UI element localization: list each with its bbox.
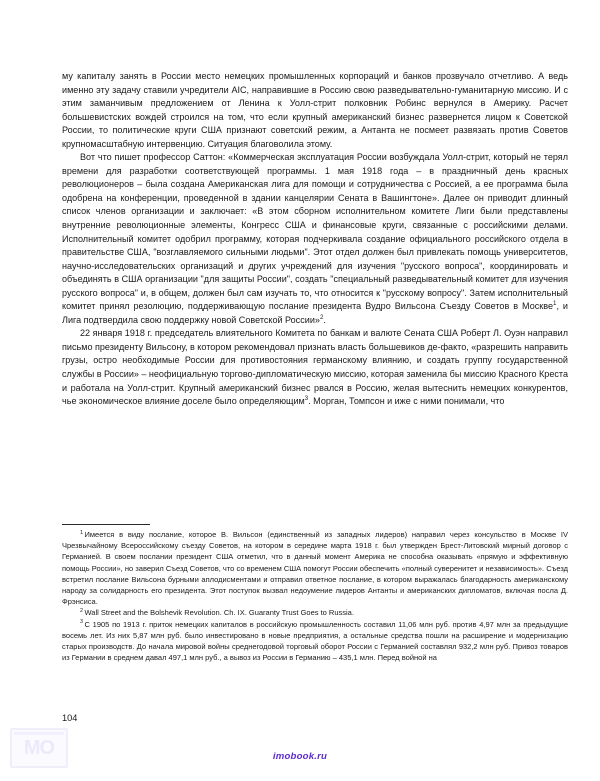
footnote-ref-3[interactable]: 3 [304, 395, 309, 403]
paragraph-text: 22 января 1918 г. председатель влиятельного Комитета по банкам и валюте Сената США Роберт Л. Оуэн направил письмо президенту Вильсону, в котором рекомендовал признать власть большевиков де-факто, «разрешить направить грузы, остро необходимые России для противостояния германскому влиянию, и создать группу государственной службы в России» – неофициальную торгово-дипломатическую миссию, которая заменила бы миссию Красного Креста и работала на Уолл-стрит. Крупный американский бизнес рвался в Россию, желая вытеснить немецких конкурентов, чье экономическое влияние доселе было определяющим [62, 328, 568, 407]
paragraph-text-after-ref-1: , и Лига подтвердила свою поддержку новой Советской России» [62, 301, 568, 325]
paragraph-owen [62, 327, 568, 408]
footnote-text: Имеется в виду послание, которое В. Вильсон (единственный из западных лидеров) направил через консульство в Москве IV Чрезвычайному Всероссийскому съезду Советов, на котором в середине марта 1918 г. был утвержден Брест-Литовский мирный договор с Германией. В своем послании президент США отметил, что в данный момент Америка не способна оказывать «прямую и эффективную помощь России», но заверил Съезд Советов, что со временем США помогут России обеспечить «полный суверенитет и независимость». Съезд встретил послание Вильсона бурными аплодисментами и отправил ответное послание, в котором выражалась благодарность американскому народу за солидарность его президента. Этот поступок вызвал недоумение лидеров Антанты и американских дипломатов, включая посла Д. Фрэнсиса. [62, 530, 568, 607]
footnote-marker: 1 [80, 529, 83, 536]
watermark-logo-icon [10, 728, 68, 768]
site-footer-label: imobook.ru [272, 751, 328, 762]
page-body-text [62, 70, 568, 409]
footnotes-section [62, 524, 568, 663]
footnote-text: Wall Street and the Bolshevik Revolution. Ch. IX. Guaranty Trust Goes to Russia. [84, 608, 354, 618]
paragraph-text-after-ref-2: . [323, 314, 326, 325]
paragraph-sutton [62, 151, 568, 327]
footnote-1 [62, 529, 568, 607]
paragraph-text: Вот что пишет профессор Саттон: «Коммерческая эксплуатация России возбуждала Уолл-стрит, который не терял времени для разработки соответствующей программы. 1 мая 1918 года – в праздничный день красных революционеров – была создана Американская лига для помощи и сотрудничества с Россией, а ее программа была одобрена на конференции, проведенной в здании канцелярии Сената в Вашингтоне». Далее он приводит длинный список членов организации и заключает: «В этом сборном исполнительном комитете Лиги были представлены внутренние революционные элементы, Конгресс США и финансовые круги, связанные с российскими делами. Исполнительный комитет одобрил программу, которая подчеркивала создание официального российского отдела в правительстве США, "возглавляемого сильными людьми". Этот отдел должен был привлекать помощь университетов, научно-исследовательских организаций и других учреждений для изучения "русского вопроса", координировать и объединять в США организации "для защиты России", создать "специальный разведывательный комитет для изучения русского вопроса" и, в общем, должен был сам изучать то, что относится к "русскому вопросу". Затем исполнительный комитет принял резолюцию, поддерживающую послание президента Вудро Вильсона Съезду Советов в Москве [62, 152, 568, 312]
page-number: 104 [62, 713, 78, 723]
footnote-ref-1[interactable]: 1 [553, 300, 557, 308]
footnote-marker: 3 [80, 619, 83, 626]
footnote-marker: 2 [80, 607, 83, 614]
watermark-top-bar [14, 732, 64, 735]
footnote-text: С 1905 по 1913 г. приток немецких капиталов в российскую промышленность составил 11,06 млн руб. против 4,97 млн за предыдущие восемь лет. Из них 5,87 млн руб. было инвестировано в новые предприятия, а остальные средства пошли на расширение и модернизацию старых производств. До начала мировой войны среднегодовой торговый оборот России с Германией составлял 932,2 млн руб. Привоз товаров из Германии в среднем давал 497,1 млн руб., а вывоз из России в Германию – 435,1 млн. Перед войной на [62, 619, 568, 663]
paragraph-text-after-ref-3: . Морган, Томпсон и иже с ними понимали, что [308, 396, 505, 407]
footnote-ref-2[interactable]: 2 [319, 313, 324, 321]
footnote-3 [62, 619, 568, 664]
watermark-logo-text: MO [23, 737, 55, 759]
footnote-separator-rule [62, 524, 150, 525]
footnote-2 [62, 607, 568, 618]
paragraph-text: му капиталу занять в России место немецких промышленных корпораций и банков прозвучало отчетливо. А ведь именно эту задачу ставили учредители AIC, направившие в Россию свою разведывательно-гуманитарную миссию. И с этим заманчивым предложением от Ленина к Уолл-стрит полковник Робинс вернулся в Америку. Расчет большевистских вождей строился на том, что если крупный американский бизнес развернется лицом к Советской России, то политические круги США признают советский режим, а Антанта не посмеет развязать против Советов крупномасштабную интервенцию. Ситуация благоволила этому. [62, 71, 568, 149]
paragraph-carryover [62, 70, 568, 151]
